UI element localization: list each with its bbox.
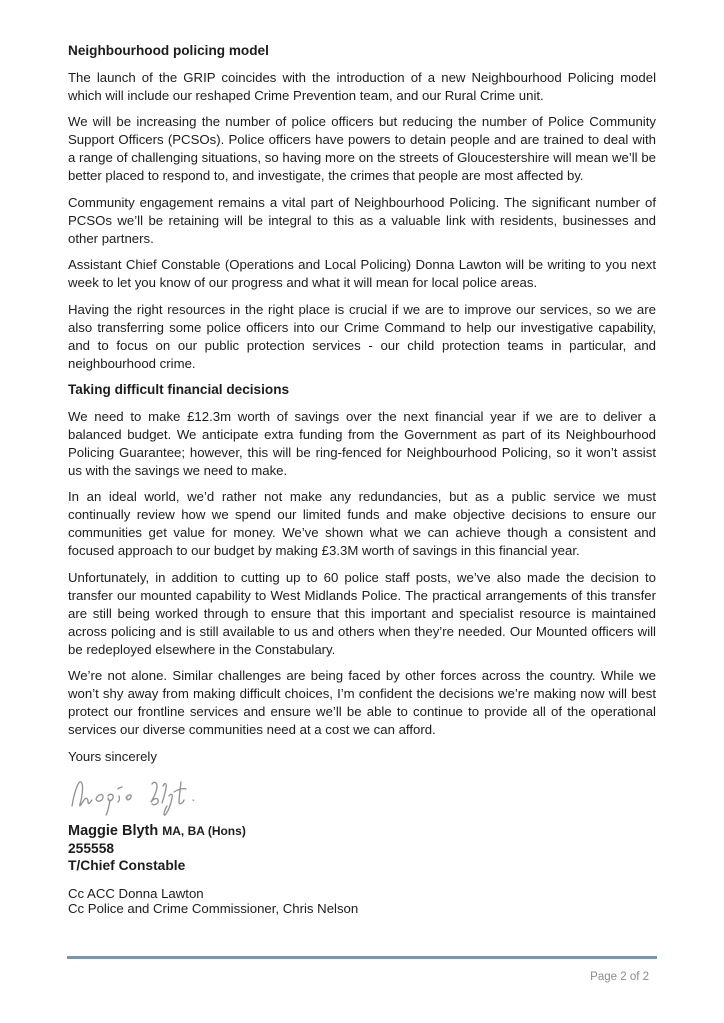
paragraph-mounted-capability: Unfortunately, in addition to cutting up to 60 police staff posts, we’ve also made the decision to transfer our mounted capability to West Midlands Police. The practical arrangements of this transfer are still being worked through to ensure that this important and specialist resource is maintained across policing and is still available to us and others when they’re needed. Our Mounted officers will be redeployed elsewhere in the Constabulary. [68, 569, 656, 657]
paragraph-community-engagement: Community engagement remains a vital part of Neighbourhood Policing. The significant number of PCSOs we’ll be retaining will be integral to this as a valuable link with residents, businesses and other partners. [68, 194, 656, 246]
paragraph-savings-12-3m: We need to make £12.3m worth of savings over the next financial year if we are to deliver a balanced budget. We anticipate extra funding from the Government as part of its Neighbourhood Policing Guarantee; however, this will be ring-fenced for Neighbourhood Policing, so it won’t assist us with the savings we need to make. [68, 408, 656, 478]
letter-body [68, 42, 656, 917]
signatory-collar-number: 255558 [68, 840, 115, 856]
section-heading-financial-decisions: Taking difficult financial decisions [68, 382, 290, 397]
cc-line-donna-lawton: Cc ACC Donna Lawton [68, 885, 204, 901]
signatory-name-line [68, 823, 656, 840]
paragraph-right-resources: Having the right resources in the right place is crucial if we are to improve our services, so we are also transferring some police officers into our Crime Command to help our investigative capability, and to focus on our public protection services - our child protection teams in particular, and neighbourhood crime. [68, 301, 656, 371]
closing-salutation: Yours sincerely [68, 748, 157, 764]
footer-rule [67, 956, 657, 959]
signatory-credentials: MA, BA (Hons) [162, 823, 246, 838]
section-heading-neighbourhood-policing-model: Neighbourhood policing model [68, 43, 269, 58]
paragraph-not-alone: We’re not alone. Similar challenges are being faced by other forces across the country. While we won’t shy away from making difficult choices, I’m confident the decisions we’re making now will best protect our frontline services and ensure we’ll be able to continue to provide all of the operational services our diverse communities need at a cost we can afford. [68, 668, 656, 737]
signatory-role: T/Chief Constable [68, 857, 186, 873]
signature-image [68, 772, 203, 816]
page-footer [67, 956, 657, 983]
paragraph-grip-launch: The launch of the GRIP coincides with the introduction of a new Neighbourhood Policing model which will include our reshaped Crime Prevention team, and our Rural Crime unit. [68, 69, 656, 103]
signature-ink-strokes [72, 781, 194, 814]
page-number-label: Page 2 of 2 [590, 971, 649, 983]
cc-line-chris-nelson: Cc Police and Crime Commissioner, Chris Nelson [68, 901, 359, 916]
paragraph-acc-donna-lawton: Assistant Chief Constable (Operations and Local Policing) Donna Lawton will be writing to you next week to let you know of our progress and what it will mean for local police areas. [68, 257, 656, 290]
paragraph-ideal-world-redundancies: In an ideal world, we’d rather not make any redundancies, but as a public service we must continually review how we spend our limited funds and make objective decisions to ensure our communities get value for money. We’ve shown what we can achieve though a consistent and focused approach to our budget by making £3.3M worth of savings in this financial year. [68, 489, 656, 558]
signatory-block [68, 823, 656, 874]
cc-block [68, 886, 656, 917]
paragraph-officers-pcsos: We will be increasing the number of police officers but reducing the number of Police Community Support Officers (PCSOs). Police officers have powers to detain people and are trained to deal with a range of challenging situations, so having more on the streets of Gloucestershire will mean we’ll be better placed to respond to, and investigate, the crimes that people are most affected by. [68, 114, 656, 183]
signatory-name: Maggie Blyth [68, 822, 159, 839]
